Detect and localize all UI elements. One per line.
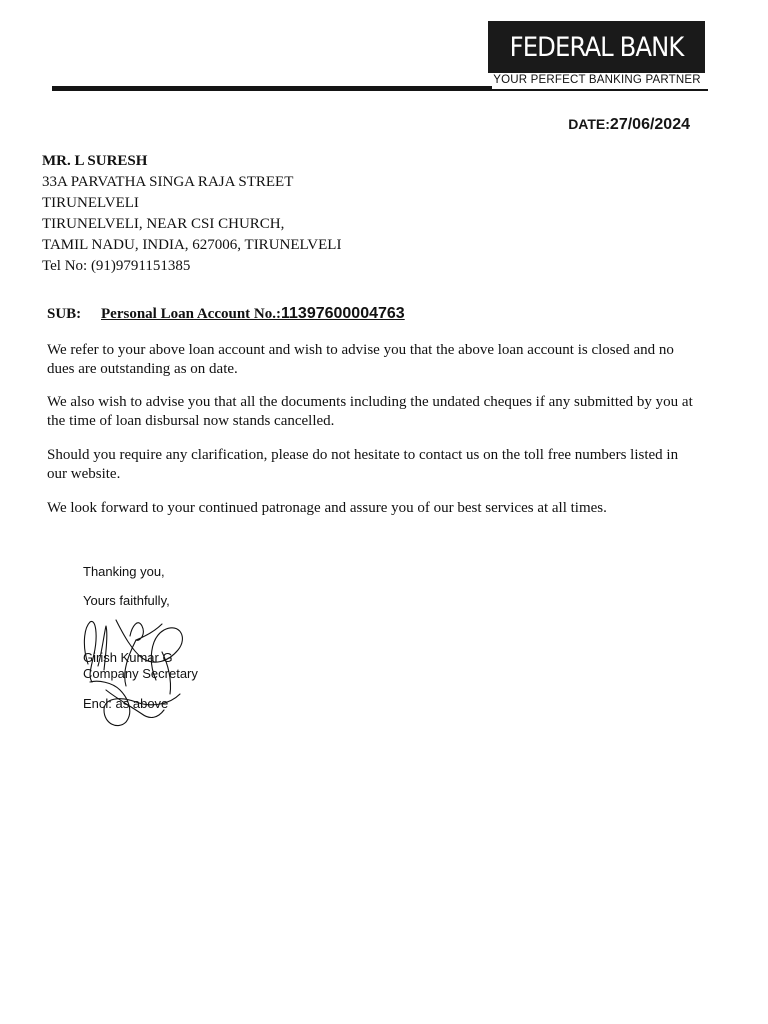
subject-label: SUB:	[47, 306, 82, 322]
closing-sign-off: Yours faithfully,	[83, 593, 170, 608]
enclosure-note: Encl: as above	[83, 696, 169, 711]
signatory-title: Company Secretary	[83, 666, 198, 681]
letter-date	[568, 116, 690, 134]
body-paragraph: Should you require any clarification, please do not hesitate to contact us on the toll free numbers listed in our website.	[47, 447, 679, 482]
address-line: TAMIL NADU, INDIA, 627006, TIRUNELVELI	[42, 237, 342, 253]
recipient-name: MR. L SURESH	[42, 153, 148, 169]
closing-thanks: Thanking you,	[83, 564, 165, 579]
recipient-phone: Tel No: (91)9791151385	[42, 258, 191, 274]
address-line: TIRUNELVELI, NEAR CSI CHURCH,	[42, 216, 285, 232]
handwritten-signature	[76, 606, 196, 732]
body-paragraph: We look forward to your continued patronage and assure you of our best services at all times.	[47, 500, 607, 516]
body-paragraph: We also wish to advise you that all the documents including the undated cheques if any submitted by you at the time of loan disbursal now stands cancelled.	[47, 394, 693, 429]
bank-logo	[488, 21, 705, 73]
address-line: TIRUNELVELI	[42, 195, 139, 211]
loan-account-number: 11397600004763	[281, 305, 405, 322]
recipient-address	[42, 151, 341, 277]
letterhead-rule	[52, 86, 492, 91]
address-line: 33A PARVATHA SINGA RAJA STREET	[42, 174, 294, 190]
signatory-name: Girish Kumar G	[83, 650, 173, 665]
bank-name: FEDERAL BANK	[509, 31, 684, 63]
subject-text: Personal Loan Account No.:	[101, 306, 281, 322]
date-value: 27/06/2024	[609, 116, 690, 133]
letterhead	[0, 0, 768, 100]
body-paragraph: We refer to your above loan account and wish to advise you that the above loan account is closed and no dues are outstanding as on date.	[47, 342, 674, 377]
date-label: DATE:	[568, 116, 610, 132]
subject-line	[47, 305, 405, 323]
bank-tagline: YOUR PERFECT BANKING PARTNER	[493, 74, 701, 86]
letterhead-rule-thin	[492, 89, 708, 91]
